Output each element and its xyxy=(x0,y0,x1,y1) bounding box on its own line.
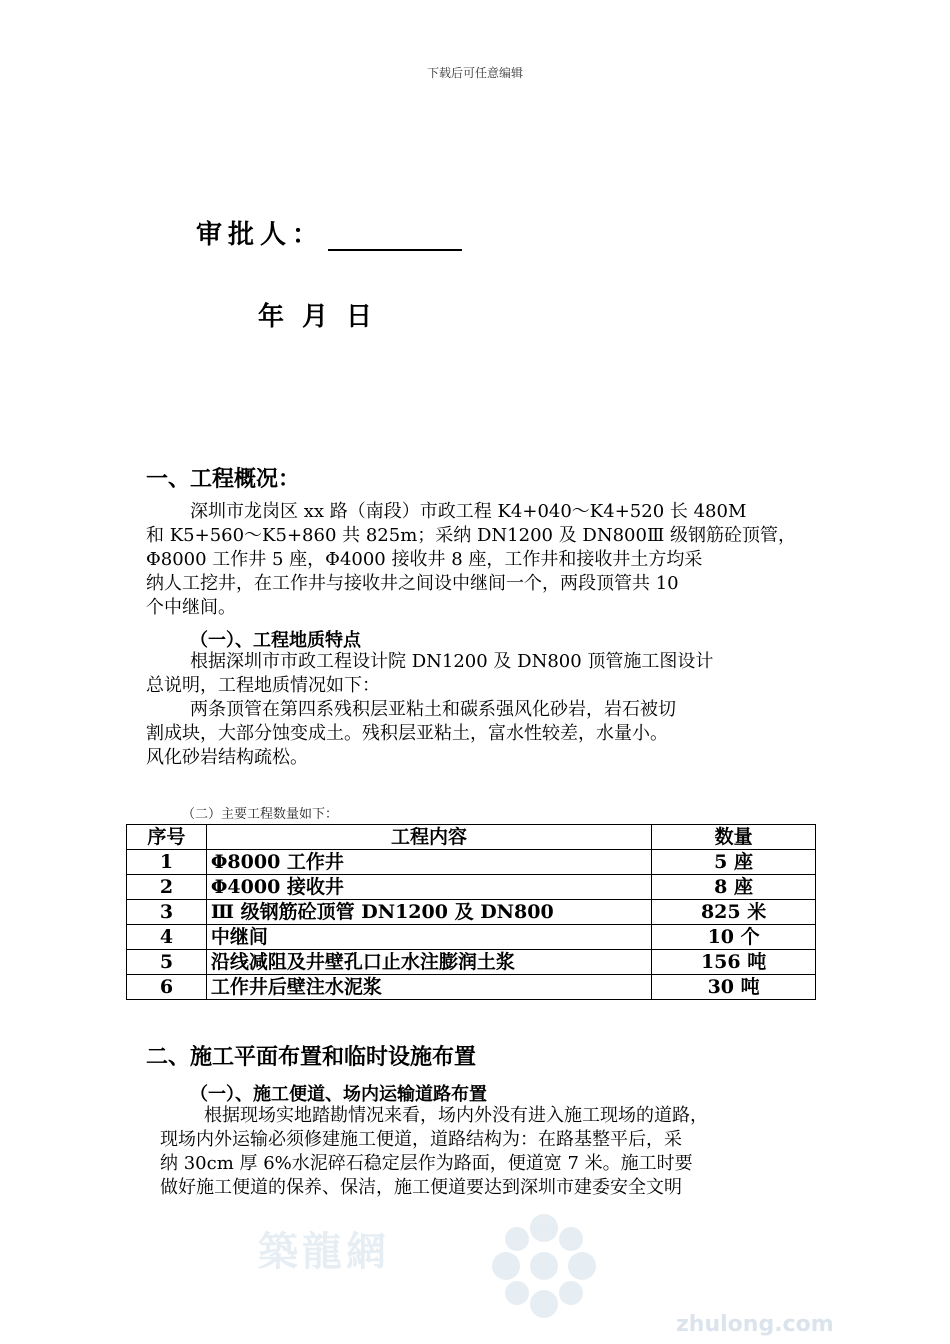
intro-line: 深圳市龙岗区 xx 路（南段）市政工程 K4+040～K4+520 长 480M xyxy=(190,501,747,522)
geology-line: 风化砂岩结构疏松。 xyxy=(146,747,308,768)
header-cell: 数量 xyxy=(652,825,816,850)
row-content: 中继间 xyxy=(206,925,651,950)
geology-text xyxy=(146,650,826,770)
geology-line: 两条顶管在第四系残积层亚粘土和碳系强风化砂岩，岩石被切 xyxy=(190,699,676,720)
intro-line: 和 K5+560～K5+860 共 825m；采纳 DN1200 及 DN800Ⅲ 级钢筋砼顶管， xyxy=(146,525,797,546)
row-content: 沿线减阻及井壁孔口止水注膨润土浆 xyxy=(206,950,651,975)
row-quantity: 5 座 xyxy=(652,850,816,875)
header-note: 下载后可任意编辑 xyxy=(426,66,523,80)
row-content: Ⅲ 级钢筋砼顶管 DN1200 及 DN800 xyxy=(206,900,651,925)
geology-line: 总说明，工程地质情况如下： xyxy=(146,675,380,696)
row-content: Φ4000 接收井 xyxy=(206,875,651,900)
section1-title: 一、工程概况： xyxy=(146,467,301,492)
road-line: 做好施工便道的保养、保洁，施工便道要达到深圳市建委安全文明 xyxy=(160,1177,682,1198)
watermark-logo-icon xyxy=(484,1206,604,1326)
table-caption: （二）主要工程数量如下： xyxy=(182,807,339,822)
row-index: 6 xyxy=(127,975,207,1000)
table-row xyxy=(127,900,816,925)
table-header-row xyxy=(127,825,816,850)
table-row xyxy=(127,925,816,950)
road-line: 根据现场实地踏勘情况来看，场内外没有进入施工现场的道路， xyxy=(204,1105,708,1126)
sub1-title: （一）、工程地质特点 xyxy=(190,630,361,651)
row-index: 5 xyxy=(127,950,207,975)
road-line: 纳 30cm 厚 6%水泥碎石稳定层作为路面，便道宽 7 米。施工时要 xyxy=(160,1153,693,1174)
geology-line: 根据深圳市市政工程设计院 DN1200 及 DN800 顶管施工图设计 xyxy=(190,651,714,672)
section2-sub1-title: （一）、施工便道、场内运输道路布置 xyxy=(190,1084,487,1105)
table-row xyxy=(127,950,816,975)
row-quantity: 10 个 xyxy=(652,925,816,950)
quantity-table xyxy=(126,824,816,1000)
intro-line: 个中继间。 xyxy=(146,597,236,618)
signature-blank xyxy=(328,223,462,251)
approver-line xyxy=(196,214,462,251)
row-content: Φ8000 工作井 xyxy=(206,850,651,875)
section2-title: 二、施工平面布置和临时设施布置 xyxy=(146,1045,477,1070)
section2-text xyxy=(160,1104,830,1200)
table-row xyxy=(127,975,816,1000)
intro-line: Φ8000 工作井 5 座，Φ4000 接收井 8 座，工作井和接收井土方均采 xyxy=(146,549,703,570)
row-index: 3 xyxy=(127,900,207,925)
table-row xyxy=(127,875,816,900)
intro-line: 纳人工挖井，在工作井与接收井之间设中继间一个，两段顶管共 10 xyxy=(146,573,679,594)
geology-line: 割成块，大部分蚀变成土。残积层亚粘土，富水性较差，水量小。 xyxy=(146,723,668,744)
road-line: 现场内外运输必须修建施工便道，道路结构为：在路基整平后，采 xyxy=(160,1129,682,1150)
row-index: 1 xyxy=(127,850,207,875)
watermark-site: zhulong.com xyxy=(676,1312,834,1337)
row-quantity: 156 吨 xyxy=(652,950,816,975)
approver-label: 审批人： xyxy=(196,220,325,250)
row-quantity: 825 米 xyxy=(652,900,816,925)
row-quantity: 8 座 xyxy=(652,875,816,900)
table-row xyxy=(127,850,816,875)
row-index: 4 xyxy=(127,925,207,950)
header-cell: 工程内容 xyxy=(206,825,651,850)
section1-intro xyxy=(146,500,826,620)
header-cell: 序号 xyxy=(127,825,207,850)
row-content: 工作井后壁注水泥浆 xyxy=(206,975,651,1000)
row-index: 2 xyxy=(127,875,207,900)
watermark-brand: 築龍網 xyxy=(258,1229,390,1275)
row-quantity: 30 吨 xyxy=(652,975,816,1000)
date-line: 年月日 xyxy=(258,302,391,332)
